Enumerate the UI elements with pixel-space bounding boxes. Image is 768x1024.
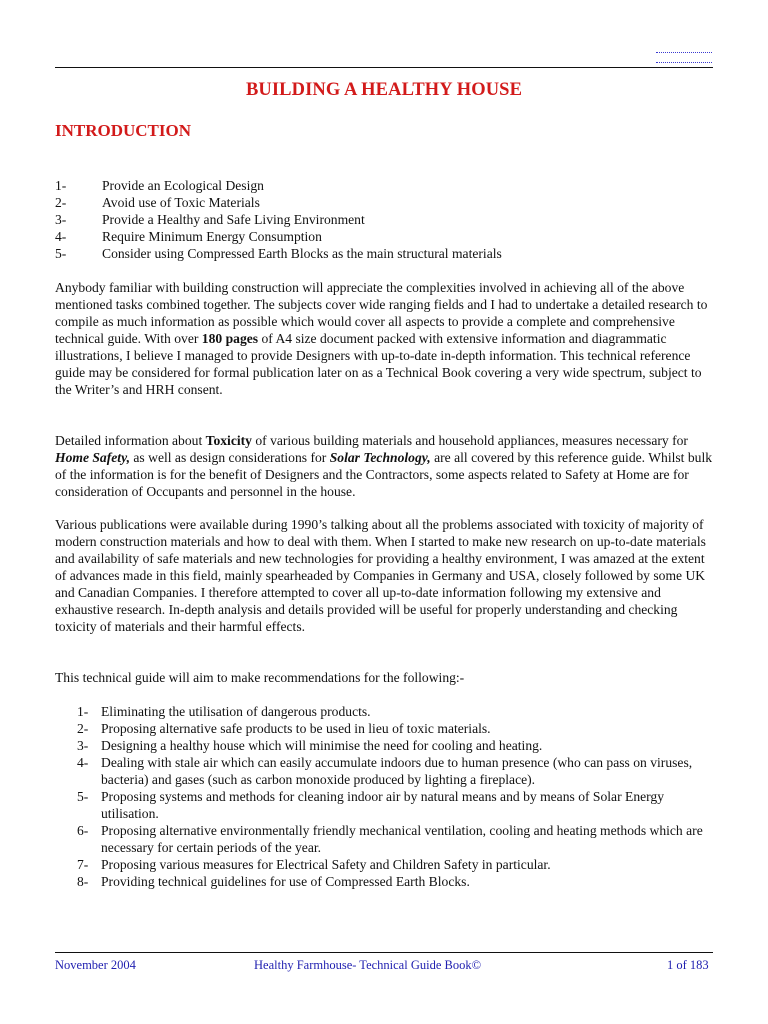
paragraph-publications: Various publications were available during 1990’s talking about all the problems associated with toxicity of majority of modern construction materials and how to deal with them. When I started to make new research on up-to-date materials and availability of safe materials and new technologies for providing a healthy environment, I was amazed at the extent of advances made in this field, mainly spearheaded by Companies in Germany and USA, closely followed by some UK and Canadian Companies. I therefore attempted to cover all up-to-date information following my extensive and exhaustive research. In-depth analysis and details provided will be useful for properly understanding and checking toxicity of materials and their harmful effects. [55,517,706,634]
page-number: 1 of 183 [667,958,709,972]
paragraph-overview: Anybody familiar with building construction will appreciate the complexities involved in achieving all of the above mentioned tasks combined together. The subjects cover wide ranging fields and I had to undertake a detailed research to compile as much information as possible which would cover all aspects to provide a complete and comprehensive technical guide. With over 180 pages of A4 size document packed with extensive information and diagrammatic illustrations, I believe I managed to provide Designers with up-to-date in-depth information. This technical reference guide may be considered for formal publication later on as a Technical Book covering a very wide spectrum, subject to the Writer’s and HRH consent. [55,280,708,397]
section-heading: INTRODUCTION [55,121,192,140]
list-item: 4- Dealing with stale air which can easily accumulate indoors due to human presence (who can pass on viruses, bacteria) and gases (such as carbon monoxide produced by lighting a fireplace). [77,755,693,787]
list-item: 3- Provide a Healthy and Safe Living Environment [55,212,365,227]
paragraph-toxicity: Detailed information about Toxicity of various building materials and household appliances, measures necessary for Home Safety, as well as design considerations for Solar Technology, are all covered by this reference guide. Whilst bulk of the information is for the benefit of Designers and the Contractors, some aspects related to Safety at Home are for consideration of Occupants and personnel in the house. [55,433,713,499]
list-item: 3- Designing a healthy house which will minimise the need for cooling and heating. [77,738,543,753]
list-item: 2- Proposing alternative safe products to be used in lieu of toxic materials. [77,721,491,736]
document-title: BUILDING A HEALTHY HOUSE [245,80,523,100]
aims-list [55,177,502,262]
list-item: 5- Proposing systems and methods for cleaning indoor air by natural means and by means of Solar Energy utilisation. [77,789,665,821]
list-item: 4- Require Minimum Energy Consumption [55,229,322,244]
list-item: 6- Proposing alternative environmentally friendly mechanical ventilation, cooling and heating methods which are necessary for certain periods of the year. [77,823,703,855]
footer-title: Healthy Farmhouse- Technical Guide Book© [254,958,482,972]
list-item: 1- Provide an Ecological Design [55,178,264,193]
list-item: 5- Consider using Compressed Earth Blocks as the main structural materials [55,246,502,261]
header-dotted-line [656,62,712,63]
recommendations-list [77,703,717,890]
list-item: 1- Eliminating the utilisation of dangerous products. [77,704,371,719]
header-rule [55,67,713,68]
list-item: 7- Proposing various measures for Electrical Safety and Children Safety in particular. [77,857,551,872]
list-item: 2- Avoid use of Toxic Materials [55,195,260,210]
footer-rule [55,952,713,953]
header-dotted-line [656,52,712,53]
paragraph-aim: This technical guide will aim to make recommendations for the following:- [55,670,465,685]
footer-date: November 2004 [55,958,136,972]
list-item: 8- Providing technical guidelines for use of Compressed Earth Blocks. [77,874,470,889]
